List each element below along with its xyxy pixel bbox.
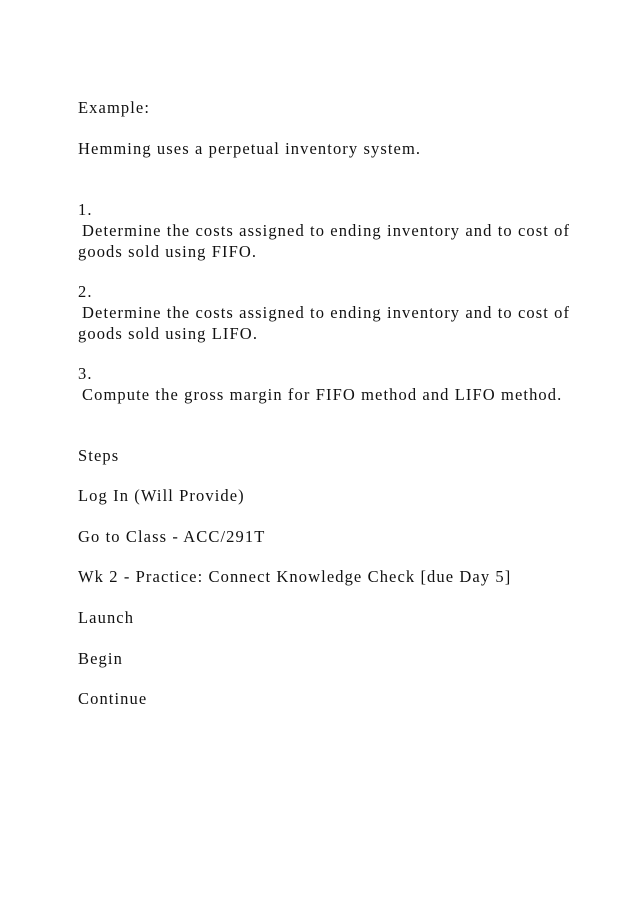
step-item: Begin bbox=[78, 649, 123, 668]
question-2-text-line-1: Determine the costs assigned to ending inventory and to cost of bbox=[82, 303, 571, 322]
question-2-text-line-2: goods sold using LIFO. bbox=[78, 324, 259, 343]
question-1-text-line-1: Determine the costs assigned to ending inventory and to cost of bbox=[82, 221, 571, 240]
example-label: Example: bbox=[78, 98, 151, 117]
step-item: Continue bbox=[78, 689, 148, 708]
step-item: Wk 2 - Practice: Connect Knowledge Check [due Day 5] bbox=[78, 567, 512, 586]
step-item: Launch bbox=[78, 608, 135, 627]
question-2-number: 2. bbox=[78, 282, 93, 301]
step-item: Log In (Will Provide) bbox=[78, 486, 245, 505]
steps-heading: Steps bbox=[78, 446, 120, 465]
intro-text: Hemming uses a perpetual inventory system. bbox=[78, 139, 422, 158]
question-1-number: 1. bbox=[78, 200, 93, 219]
step-item: Go to Class - ACC/291T bbox=[78, 527, 266, 546]
question-3-text-line-1: Compute the gross margin for FIFO method and LIFO method. bbox=[82, 385, 563, 404]
question-1-text-line-2: goods sold using FIFO. bbox=[78, 242, 258, 261]
question-3-number: 3. bbox=[78, 364, 93, 383]
